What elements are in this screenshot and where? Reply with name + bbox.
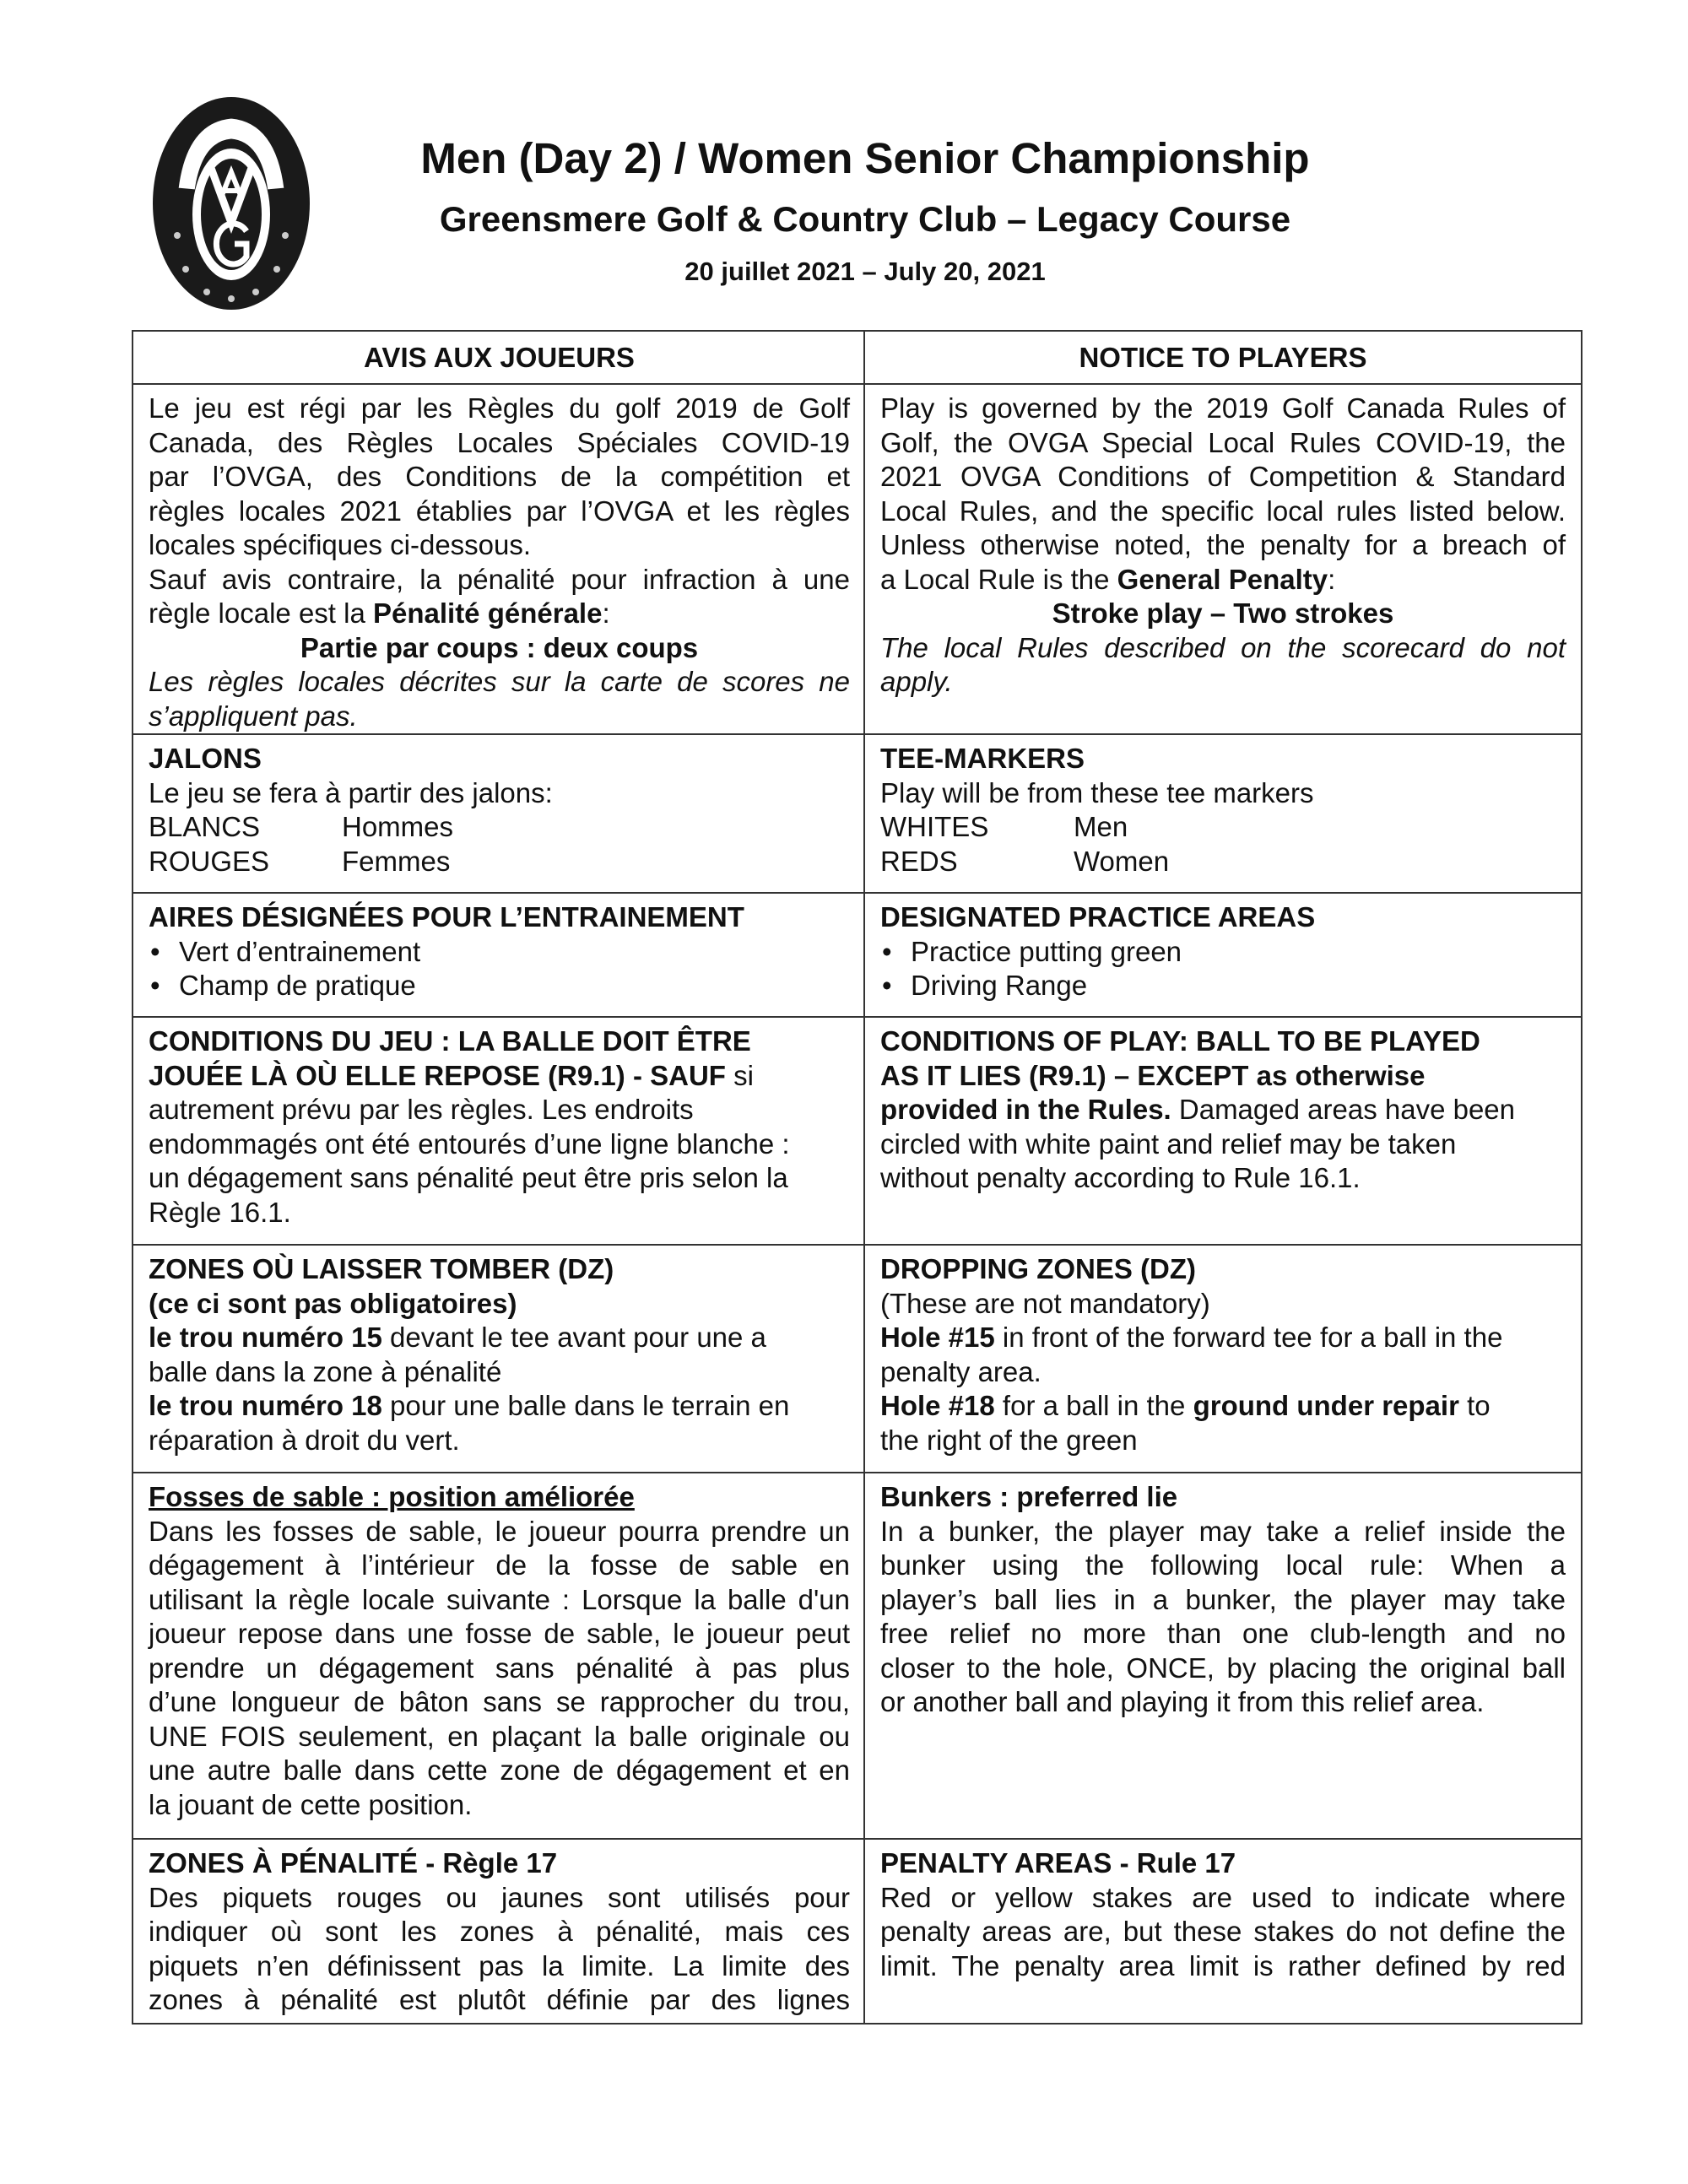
- text-line: [880, 1127, 1566, 1162]
- text-line: [149, 1024, 850, 1059]
- text-segment: provided in the Rules.: [880, 1094, 1171, 1125]
- text-segment: for a ball in the: [994, 1390, 1193, 1421]
- text-line: [149, 900, 850, 935]
- text-line: [880, 1093, 1566, 1127]
- text-line: [880, 665, 1566, 700]
- notice-table: [132, 330, 1582, 2025]
- text-line: [149, 1754, 850, 1788]
- text-line: [880, 1321, 1566, 1355]
- text-line: [880, 776, 1566, 811]
- text-segment: Men: [1074, 811, 1128, 842]
- text-segment: Sauf avis contraire, la pénalité pour infraction à une: [149, 563, 850, 595]
- text-segment: :: [1328, 563, 1336, 595]
- text-segment: free relief no more than one club-length and no: [880, 1618, 1566, 1649]
- english-cell: [865, 735, 1579, 892]
- text-segment: Hommes: [342, 811, 454, 842]
- text-segment: without penalty according to Rule 16.1.: [880, 1162, 1361, 1193]
- bullet-item: [880, 969, 1566, 1003]
- text-segment: UNE FOIS seulement, en plaçant la balle originale ou: [149, 1720, 850, 1752]
- text-segment: DROPPING ZONES (DZ): [880, 1253, 1197, 1284]
- header-english: NOTICE TO PLAYERS: [1079, 342, 1367, 373]
- text-line: [149, 1321, 850, 1355]
- text-line: [880, 1515, 1566, 1549]
- text-line: [149, 1093, 850, 1127]
- text-segment: Des piquets rouges ou jaunes sont utilisés pour: [149, 1881, 850, 1913]
- text-line: [149, 665, 850, 700]
- text-segment: Damaged areas have been: [1171, 1094, 1515, 1125]
- text-line: [880, 1617, 1566, 1652]
- text-line: [880, 1549, 1566, 1583]
- text-segment: Le jeu est régi par les Règles du golf 2019 de Golf: [149, 392, 850, 424]
- ovga-logo-icon: [152, 96, 311, 311]
- text-line: [880, 1059, 1566, 1094]
- text-segment: prendre un dégagement sans pénalité à pas plus: [149, 1652, 850, 1684]
- text-line: [880, 1652, 1566, 1686]
- text-segment: JOUÉE LÀ OÙ ELLE REPOSE (R9.1) - SAUF: [149, 1059, 726, 1091]
- text-line: [880, 460, 1566, 495]
- text-segment: Fosses de sable : position améliorée: [149, 1481, 635, 1512]
- text-line: [149, 1652, 850, 1686]
- text-segment: REDS: [880, 845, 958, 877]
- text-line: [149, 1059, 850, 1094]
- table-row: [133, 1018, 1581, 1246]
- text-segment: Stroke play – Two strokes: [1052, 597, 1394, 629]
- english-cell: [865, 894, 1579, 1016]
- text-line: [149, 597, 850, 631]
- text-segment: Femmes: [342, 845, 451, 877]
- text-segment: Canada, des Règles Locales Spéciales COVID-19: [149, 426, 850, 458]
- text-line: [149, 1720, 850, 1754]
- text-line: [149, 1127, 850, 1162]
- text-line: [880, 597, 1566, 631]
- text-segment: pour une balle dans le terrain en: [381, 1390, 790, 1421]
- bullet-item: [149, 969, 850, 1003]
- text-segment: CONDITIONS DU JEU : LA BALLE DOIT ÊTRE: [149, 1025, 751, 1057]
- text-segment: balle dans la zone à pénalité: [149, 1355, 502, 1387]
- french-cell: [133, 894, 865, 1016]
- text-segment: TEE-MARKERS: [880, 743, 1085, 774]
- text-line: [149, 1480, 850, 1515]
- english-cell: [865, 385, 1579, 733]
- ovga-logo: [152, 96, 311, 311]
- text-segment: indiquer où sont les zones à pénalité, mais ces: [149, 1916, 850, 1947]
- french-cell: [133, 1473, 865, 1838]
- text-line: [149, 1788, 850, 1823]
- text-line: [880, 1424, 1566, 1458]
- text-segment: la jouant de cette position.: [149, 1788, 473, 1820]
- text-line: [880, 563, 1566, 597]
- text-segment: Play will be from these tee markers: [880, 776, 1314, 808]
- text-line: [149, 1549, 850, 1583]
- text-line: [880, 845, 1566, 879]
- text-line: [149, 1846, 850, 1881]
- text-segment: AIRES DÉSIGNÉES POUR L’ENTRAINEMENT: [149, 901, 744, 933]
- text-segment: Le jeu se fera à partir des jalons:: [149, 776, 553, 808]
- text-segment: Vert d’entrainement: [179, 935, 421, 967]
- text-segment: or another ball and playing it from this relief area.: [880, 1686, 1485, 1717]
- text-segment: si: [725, 1059, 754, 1091]
- text-line: [149, 1881, 850, 1916]
- text-segment: Les règles locales décrites sur la carte de scores ne: [149, 666, 850, 697]
- text-segment: The local Rules described on the scorecard do not: [880, 631, 1566, 663]
- text-line: [149, 845, 850, 879]
- text-segment: Unless otherwise noted, the penalty for a breach of: [880, 529, 1566, 560]
- text-line: [880, 1583, 1566, 1618]
- text-segment: Red or yellow stakes are used to indicate where: [880, 1881, 1566, 1913]
- text-line: [149, 700, 850, 734]
- english-cell: [865, 1840, 1579, 2023]
- text-segment: Dans les fosses de sable, le joueur pourra prendre un: [149, 1515, 850, 1547]
- text-line: [149, 631, 850, 666]
- text-segment: devant le tee avant pour une a: [381, 1322, 766, 1353]
- text-line: [149, 1949, 850, 1984]
- text-segment: endommagés ont été entourés d’une ligne blanche :: [149, 1127, 790, 1160]
- table-row: [133, 1840, 1581, 2025]
- text-segment: apply.: [880, 666, 953, 697]
- text-segment: Women: [1074, 845, 1170, 877]
- text-segment: joueur repose dans une fosse de sable, le joueur peut: [149, 1618, 850, 1649]
- text-line: [149, 1515, 850, 1549]
- text-segment: CONDITIONS OF PLAY: BALL TO BE PLAYED: [880, 1025, 1480, 1057]
- english-cell: [865, 1246, 1579, 1472]
- text-segment: Règle 16.1.: [149, 1196, 291, 1228]
- text-segment: ZONES À PÉNALITÉ - Règle 17: [149, 1847, 558, 1879]
- text-segment: bunker using the following local rule: When a: [880, 1549, 1566, 1581]
- text-line: [880, 1685, 1566, 1720]
- text-line: [880, 1389, 1566, 1424]
- text-line: [149, 1617, 850, 1652]
- text-line: [880, 392, 1566, 426]
- text-segment: règle locale est la: [149, 597, 373, 629]
- text-line: [149, 1287, 850, 1322]
- text-segment: Golf, the OVGA Special Local Rules COVID-19, the: [880, 426, 1566, 458]
- text-line: [149, 1389, 850, 1424]
- text-segment: Play is governed by the 2019 Golf Canada Rules of: [880, 392, 1566, 424]
- text-segment: par l’OVGA, des Conditions de la compétition et: [149, 461, 850, 492]
- text-line: [880, 528, 1566, 563]
- text-line: [149, 426, 850, 461]
- text-segment: d’une longueur de bâton sans se rapprocher du trou,: [149, 1686, 850, 1717]
- text-segment: Champ de pratique: [179, 970, 416, 1001]
- text-segment: Local Rules, and the specific local rules listed below.: [880, 495, 1566, 527]
- text-segment: In a bunker, the player may take a relief inside the: [880, 1515, 1566, 1547]
- text-segment: le trou numéro 18: [149, 1390, 382, 1421]
- text-segment: :: [602, 597, 610, 629]
- french-cell: [133, 1246, 865, 1472]
- text-segment: utilisant la règle locale suivante : Lorsque la balle d'un: [149, 1583, 850, 1615]
- text-segment: Practice putting green: [911, 935, 1182, 967]
- text-segment: player’s ball lies in a bunker, the player may take: [880, 1583, 1566, 1615]
- text-segment: ground under repair: [1193, 1390, 1459, 1421]
- text-line: [880, 900, 1566, 935]
- text-line: [880, 1161, 1566, 1196]
- text-line: [880, 810, 1566, 845]
- text-line: [149, 1252, 850, 1287]
- text-segment: Driving Range: [911, 970, 1088, 1001]
- text-line: [880, 1846, 1566, 1881]
- text-segment: closer to the hole, ONCE, by placing the original ball: [880, 1652, 1566, 1684]
- text-line: [149, 742, 850, 776]
- text-segment: ROUGES: [149, 845, 270, 877]
- text-segment: penalty areas are, but these stakes do not define the: [880, 1916, 1566, 1947]
- text-segment: a Local Rule is the: [880, 563, 1117, 595]
- table-row: [133, 894, 1581, 1018]
- text-segment: ZONES OÙ LAISSER TOMBER (DZ): [149, 1253, 614, 1284]
- bullet-item: [880, 935, 1566, 970]
- text-line: [149, 1685, 850, 1720]
- text-line: [149, 495, 850, 529]
- text-segment: (ce ci sont pas obligatoires): [149, 1287, 517, 1319]
- text-line: [149, 1424, 850, 1458]
- text-segment: Hole #18: [880, 1390, 995, 1421]
- header-french: AVIS AUX JOUEURS: [133, 332, 865, 383]
- text-line: [149, 392, 850, 426]
- text-line: [880, 631, 1566, 666]
- text-segment: un dégagement sans pénalité peut être pris selon la: [149, 1162, 788, 1193]
- text-segment: le trou numéro 15: [149, 1322, 382, 1353]
- text-segment: the right of the green: [880, 1424, 1138, 1456]
- text-line: [880, 1252, 1566, 1287]
- text-line: [880, 495, 1566, 529]
- text-segment: BLANCS: [149, 811, 261, 842]
- text-segment: AS IT LIES (R9.1) – EXCEPT as otherwise: [880, 1059, 1426, 1091]
- page-subtitle: Greensmere Golf & Country Club – Legacy Course: [439, 199, 1291, 239]
- text-line: [880, 1949, 1566, 1984]
- text-segment: Bunkers : preferred lie: [880, 1481, 1178, 1512]
- text-segment: circled with white paint and relief may be taken: [880, 1127, 1457, 1160]
- text-segment: DESIGNATED PRACTICE AREAS: [880, 901, 1316, 933]
- text-line: [149, 1983, 850, 2018]
- text-line: [880, 742, 1566, 776]
- table-row: [133, 735, 1581, 894]
- text-line: [149, 528, 850, 563]
- text-segment: Pénalité générale: [372, 597, 603, 629]
- text-line: [149, 810, 850, 845]
- text-segment: Hole #15: [880, 1322, 995, 1353]
- text-segment: locales spécifiques ci-dessous.: [149, 529, 532, 560]
- text-line: [149, 563, 850, 597]
- english-cell: [865, 1018, 1579, 1244]
- table-header-row: [133, 332, 1581, 385]
- text-segment: réparation à droit du vert.: [149, 1424, 460, 1456]
- text-line: [149, 460, 850, 495]
- french-cell: [133, 385, 865, 733]
- text-segment: to: [1458, 1390, 1491, 1421]
- text-line: [880, 1355, 1566, 1390]
- table-row: [133, 385, 1581, 735]
- event-date: 20 juillet 2021 – July 20, 2021: [684, 257, 1046, 286]
- table-row: [133, 1246, 1581, 1473]
- bullet-item: [149, 935, 850, 970]
- text-segment: in front of the forward tee for a ball in the: [994, 1322, 1503, 1353]
- text-line: [880, 1881, 1566, 1916]
- text-segment: (These are not mandatory): [880, 1287, 1210, 1319]
- text-segment: General Penalty: [1117, 563, 1328, 595]
- text-line: [149, 1915, 850, 1949]
- text-line: [880, 426, 1566, 461]
- text-segment: penalty area.: [880, 1355, 1041, 1387]
- text-line: [880, 1024, 1566, 1059]
- english-cell: [865, 1473, 1579, 1838]
- text-segment: 2021 OVGA Conditions of Competition & Standard: [880, 461, 1566, 492]
- text-segment: une autre balle dans cette zone de dégagement et en: [149, 1754, 850, 1786]
- page-title: Men (Day 2) / Women Senior Championship: [420, 134, 1310, 182]
- text-line: [880, 1480, 1566, 1515]
- text-segment: s’appliquent pas.: [149, 700, 358, 732]
- text-segment: limit. The penalty area limit is rather defined by red: [880, 1949, 1566, 1981]
- text-segment: autrement prévu par les règles. Les endroits: [149, 1094, 694, 1125]
- text-line: [149, 1355, 850, 1390]
- text-line: [149, 1161, 850, 1196]
- text-segment: zones à pénalité est plutôt définie par des lignes: [149, 1984, 850, 2015]
- text-segment: Partie par coups : deux coups: [300, 631, 699, 663]
- text-segment: JALONS: [149, 743, 262, 774]
- french-cell: [133, 1840, 865, 2023]
- text-line: [149, 776, 850, 811]
- text-segment: PENALTY AREAS - Rule 17: [880, 1847, 1236, 1879]
- text-line: [149, 1583, 850, 1618]
- text-line: [880, 1287, 1566, 1322]
- table-row: [133, 1473, 1581, 1840]
- text-line: [880, 1915, 1566, 1949]
- text-segment: dégagement à l’intérieur de la fosse de sable en: [149, 1549, 850, 1581]
- text-segment: règles locales 2021 établies par l’OVGA et les règles: [149, 495, 850, 527]
- text-segment: piquets n’en définissent pas la limite. La limite des: [149, 1949, 850, 1981]
- french-cell: [133, 1018, 865, 1244]
- text-segment: WHITES: [880, 811, 989, 842]
- french-cell: [133, 735, 865, 892]
- text-line: [149, 1196, 850, 1230]
